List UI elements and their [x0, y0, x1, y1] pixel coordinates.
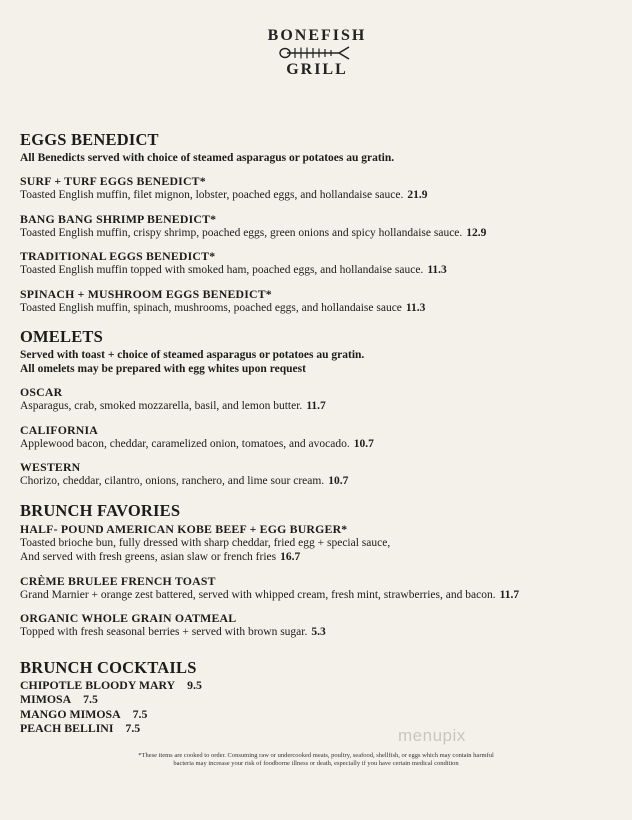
item-desc-text: Applewood bacon, cheddar, caramelized onion, tomatoes, and avocado. — [20, 437, 350, 450]
item-description — [20, 301, 620, 316]
item-price: 10.7 — [328, 475, 349, 487]
fish-skeleton-icon — [277, 45, 357, 61]
section-omelets — [20, 327, 620, 489]
item-desc-text: And served with fresh greens, asian slaw or french fries — [20, 551, 277, 563]
cocktail-name: MIMOSA — [20, 692, 72, 706]
cocktail-item — [20, 707, 620, 722]
item-name: BANG BANG SHRIMP BENEDICT* — [20, 211, 217, 226]
menu-item — [20, 423, 620, 452]
disclaimer-line2: bacteria may increase your risk of foodborne illness or death, especially if you have certain medical condition — [173, 760, 459, 767]
item-description — [20, 263, 620, 278]
item-price: 21.9 — [407, 189, 428, 201]
item-price: 11.7 — [499, 588, 520, 601]
item-price: 16.7 — [280, 551, 301, 563]
item-price: 5.3 — [311, 626, 326, 638]
disclaimer-line1: *These items are cooked to order. Consuming raw or undercooked meats, poultry, seafood, shellfish, or eggs which may contain harmful — [138, 752, 494, 759]
section-note: All Benedicts served with choice of steamed asparagus or potatoes au gratin. — [20, 152, 395, 164]
section-title: BRUNCH FAVORIES — [20, 500, 181, 520]
item-description — [20, 226, 620, 241]
cocktail-name: PEACH BELLINI — [20, 721, 114, 735]
item-description — [20, 474, 620, 489]
logo-line2: GRILL — [286, 61, 348, 78]
item-desc-text: Grand Marnier + orange zest battered, served with whipped cream, fresh mint, strawberries, and bacon. — [20, 588, 496, 601]
menupix-watermark: menupix — [398, 726, 466, 745]
menu-item — [20, 385, 620, 414]
section-title: BRUNCH COCKTAILS — [20, 657, 197, 677]
cocktail-name: CHIPOTLE BLOODY MARY — [20, 677, 176, 692]
menu-item — [20, 212, 620, 241]
item-desc-text: Chorizo, cheddar, cilantro, onions, ranchero, and lime sour cream. — [20, 475, 325, 487]
item-name: OSCAR — [20, 385, 63, 399]
cocktail-price: 7.5 — [132, 706, 148, 721]
item-description — [20, 437, 620, 452]
section-brunch-cocktails — [20, 658, 620, 736]
menu-item — [20, 287, 620, 316]
menu-item — [20, 611, 620, 640]
item-desc-text: Topped with fresh seasonal berries + served with brown sugar. — [20, 626, 308, 638]
cocktail-item — [20, 678, 620, 693]
item-desc-text: Asparagus, crab, smoked mozzarella, basil, and lemon butter. — [20, 400, 303, 412]
item-price: 11.3 — [427, 264, 447, 276]
item-price: 11.7 — [306, 400, 326, 412]
item-desc-text: Toasted English muffin, crispy shrimp, poached eggs, green onions and spicy hollandaise sauce. — [20, 226, 463, 239]
item-description — [20, 399, 620, 414]
item-description-line2 — [20, 550, 620, 565]
cocktail-price: 9.5 — [187, 677, 202, 692]
menu-item — [20, 249, 620, 278]
item-name: SURF + TURF EGGS BENEDICT* — [20, 174, 206, 188]
item-description — [20, 625, 620, 640]
item-description-line1: Toasted brioche bun, fully dressed with sharp cheddar, fried egg + special sauce, — [20, 536, 391, 549]
menu-item — [20, 574, 620, 603]
section-note: Served with toast + choice of steamed asparagus or potatoes au gratin. — [20, 349, 365, 361]
logo-line1: BONEFISH — [267, 27, 367, 44]
section-brunch-favorites — [20, 501, 620, 640]
food-safety-disclaimer — [60, 752, 572, 768]
item-name: ORGANIC WHOLE GRAIN OATMEAL — [20, 611, 237, 625]
item-price: 12.9 — [466, 226, 487, 239]
cocktail-price: 7.5 — [125, 721, 141, 735]
menu-content — [20, 130, 620, 736]
menu-item — [20, 460, 620, 489]
cocktail-item — [20, 721, 620, 736]
item-name: WESTERN — [20, 460, 81, 474]
item-price: 10.7 — [353, 437, 374, 450]
cocktail-name: MANGO MIMOSA — [20, 706, 121, 721]
item-desc-text: Toasted English muffin, filet mignon, lobster, poached eggs, and hollandaise sauce. — [20, 189, 404, 201]
item-price: 11.3 — [405, 301, 426, 314]
item-name: SPINACH + MUSHROOM EGGS BENEDICT* — [20, 286, 272, 301]
section-title: EGGS BENEDICT — [20, 130, 159, 149]
cocktail-price: 7.5 — [83, 692, 98, 706]
menu-item — [20, 174, 620, 203]
item-name: CRÈME BRULEE FRENCH TOAST — [20, 573, 216, 588]
cocktail-item — [20, 692, 620, 707]
section-title: OMELETS — [20, 327, 104, 346]
item-name: HALF- POUND AMERICAN KOBE BEEF + EGG BURGER* — [20, 521, 348, 536]
item-name: TRADITIONAL EGGS BENEDICT* — [20, 249, 216, 263]
section-eggs-benedict — [20, 130, 620, 315]
section-note: All omelets may be prepared with egg whites upon request — [20, 363, 306, 375]
menu-item — [20, 522, 620, 565]
item-desc-text: Toasted English muffin topped with smoked ham, poached eggs, and hollandaise sauce. — [20, 264, 424, 276]
item-desc-text: Toasted English muffin, spinach, mushrooms, poached eggs, and hollandaise sauce — [20, 301, 402, 314]
item-description — [20, 588, 620, 603]
item-description — [20, 188, 620, 203]
bonefish-grill-logo — [262, 22, 372, 84]
item-name: CALIFORNIA — [20, 422, 99, 437]
